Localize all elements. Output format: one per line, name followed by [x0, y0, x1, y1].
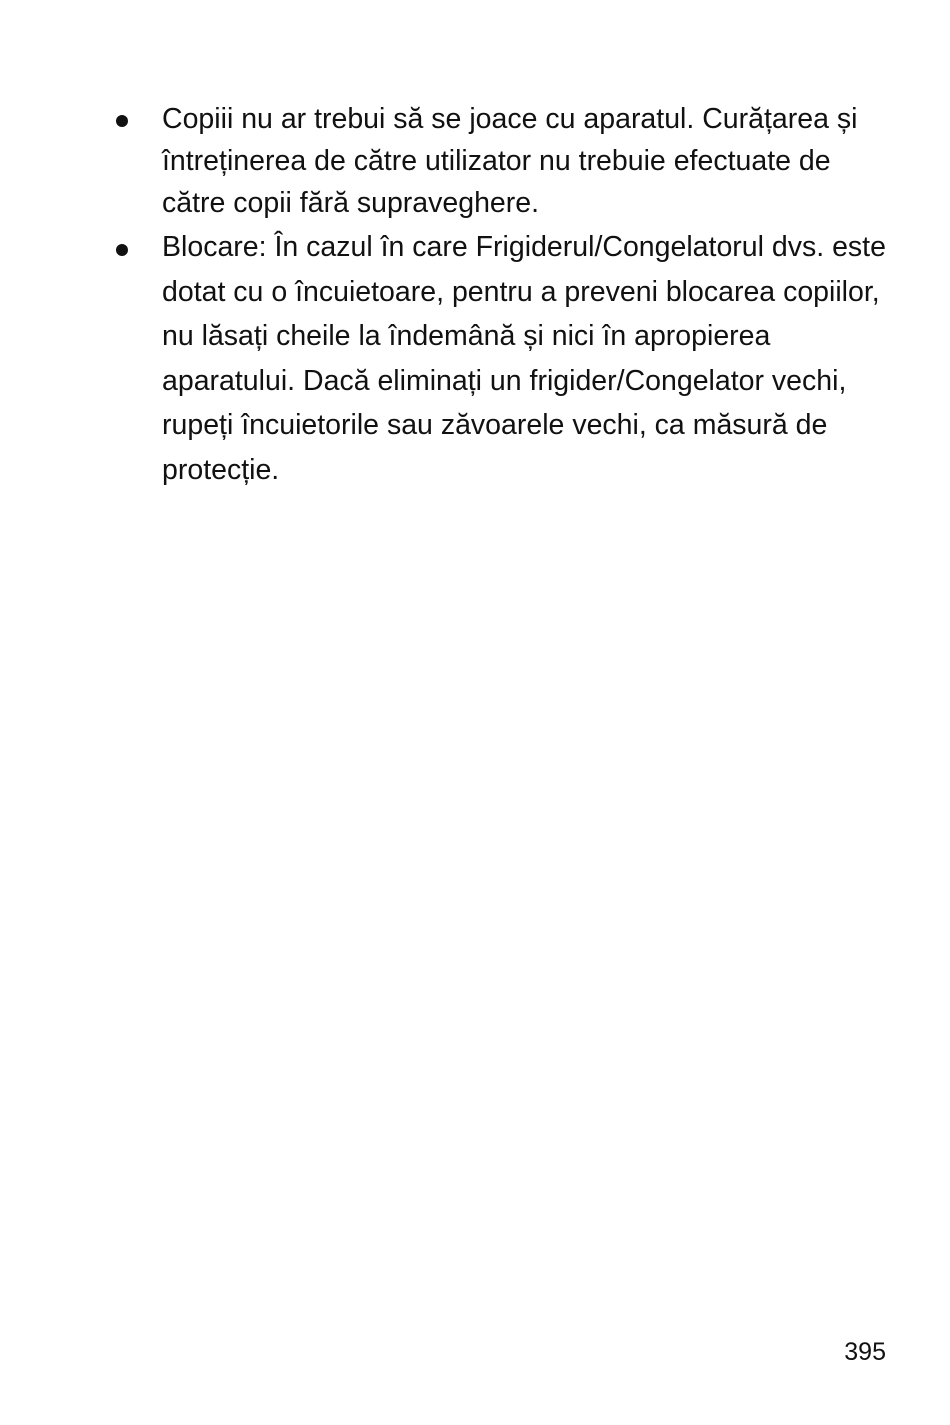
safety-bullet-list	[110, 98, 900, 492]
bullet-point-icon	[116, 115, 128, 127]
bullet-text: Copiii nu ar trebui să se joace cu aparatul. Curățarea și întreținerea de către utilizator nu trebuie efectuate de către copii fără supraveghere.	[162, 103, 858, 219]
bullet-item-children-play	[110, 98, 900, 224]
bullet-text: Blocare: În cazul în care Frigiderul/Congelatorul dvs. este dotat cu o încuietoare, pentru a preveni blocarea copiilor, nu lăsați cheile la îndemână și nici în apropierea aparatului. Dacă eliminați un frigider/Congelator vechi, rupeți încuietorile sau zăvoarele vechi, ca măsură de protecție.	[162, 231, 886, 486]
page-number: 395	[844, 1338, 886, 1366]
bullet-point-icon	[116, 244, 128, 256]
bullet-item-lock-warning	[110, 225, 900, 492]
